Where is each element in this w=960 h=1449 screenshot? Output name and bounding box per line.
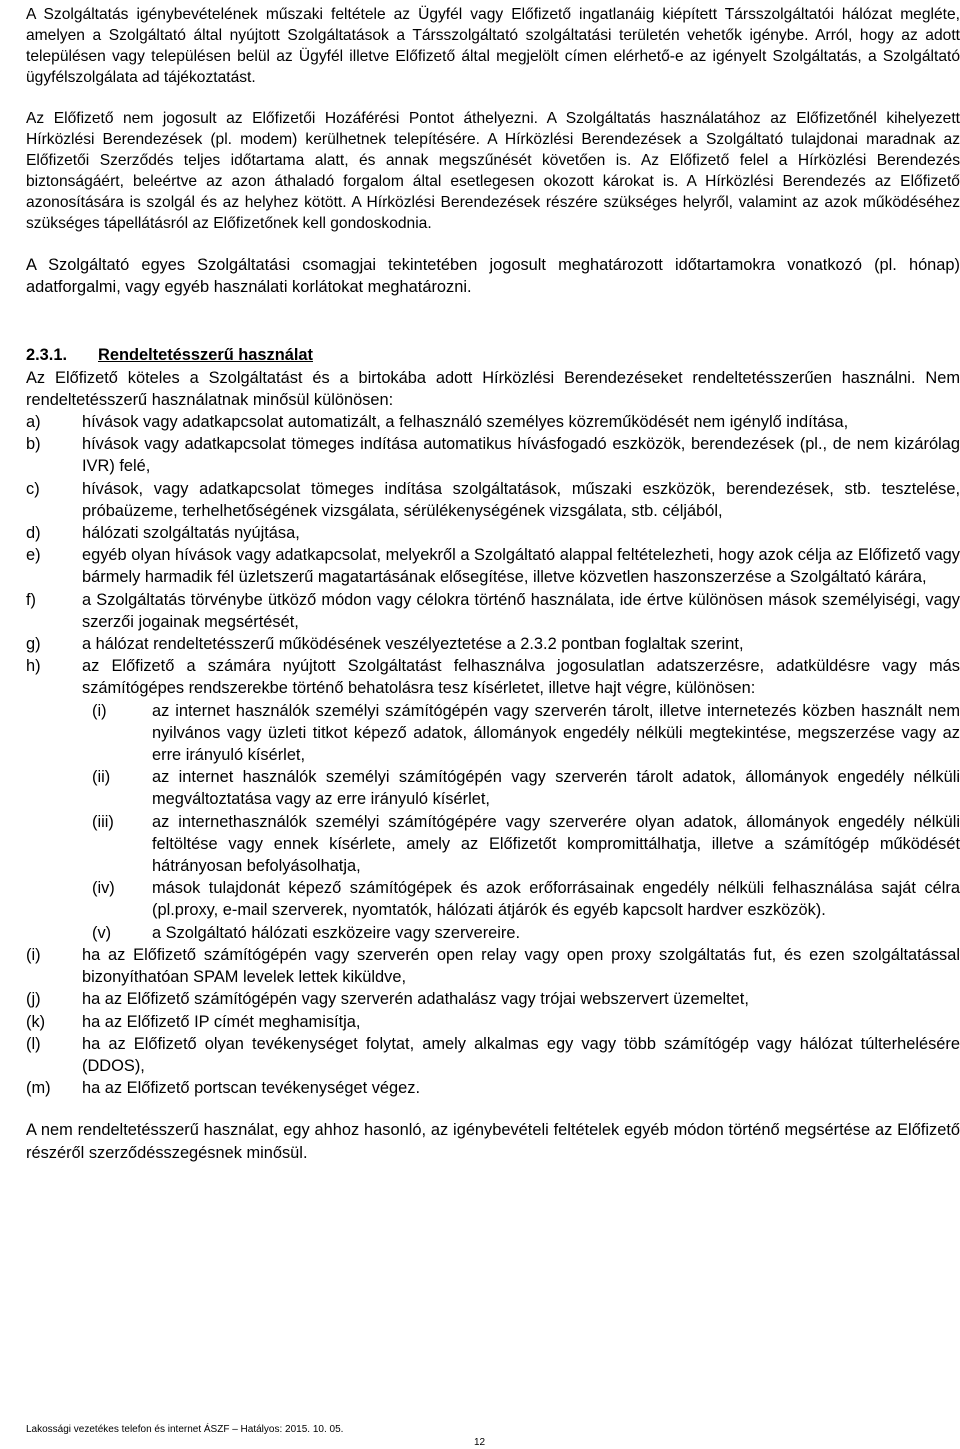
section-heading xyxy=(26,344,960,366)
list-item: b) hívások vagy adatkapcsolat tömeges indítása automatikus hívásfogadó eszközök, berendezések (pl., de nem kizárólag IVR) felé, xyxy=(26,435,960,476)
list-item: (l) ha az Előfizető olyan tevékenységet folytat, amely alkalmas egy vagy több számítógép vagy hálózat túlterhelésére (DDOS), xyxy=(26,1034,960,1075)
list-subitem: (iii) az internethasználók személyi számítógépére vagy szerverére olyan adatok, állományok engedély nélküli feltöltése vagy ennek kísérlete, amely az Előfizetőt kompromittálhatja, illetve a számítógép működését hátrányosan befolyásolhatja, xyxy=(92,812,960,876)
list-main-continued xyxy=(26,944,960,1099)
list-item: f) a Szolgáltatás törvénybe ütköző módon vagy célokra történő használata, ide értve különösen mások személyiségi, vagy szerzői jogainak megsértését, xyxy=(26,590,960,631)
section-number: 2.3.1. xyxy=(26,346,68,365)
list-subitem: (i) az internet használók személyi számítógépén vagy szerverén tárolt, illetve internetezés közben használt nem nyilvános vagy üzleti titkot képező adatok, állományok engedély nélküli megtekintése, megszerzése vagy az erre irányuló kísérlet, xyxy=(92,701,960,765)
document-page xyxy=(26,0,960,1448)
list-subitem: (ii) az internet használók személyi számítógépén vagy szerverén tárolt adatok, állományok engedély nélküli megváltoztatása vagy az erre irányuló kísérlet, xyxy=(92,768,960,809)
paragraph-breach: A nem rendeltetésszerű használat, egy ahhoz hasonló, az igénybevételi feltételek egyéb módon történő megsértése az Előfizető részéről szerződésszegésnek minősül. xyxy=(26,1121,960,1162)
list-item: (m) ha az Előfizető portscan tevékenységet végez. xyxy=(26,1079,421,1098)
list-subitem: (v) a Szolgáltató hálózati eszközeire vagy szervereire. xyxy=(92,923,521,942)
page-number: 12 xyxy=(474,1437,486,1448)
list-item: (j) ha az Előfizető számítógépén vagy szerverén adathalász vagy trójai webszervert üzemeltet, xyxy=(26,990,749,1009)
paragraph-equipment: Az Előfizető nem jogosult az Előfizetői Hozáférési Pontot áthelyezni. A Szolgáltatás használatához az Előfizetőnél kihelyezett Hírközlési Berendezések (pl. modem) kerülhetnek telepítésére. A Hírközlési Berendezések a Szolgáltató tulajdonai maradnak az Előfizetői Szerződés teljes időtartama alatt, és annak megszűnését követően is. Az Előfizető felel a Hírközlési Berendezés biztonságáért, beleértve az azon áthaladó forgalom által esetlegesen okozott károkat is. A Hírközlési Berendezés az Előfizető azonosítására is szolgál és az helyhez kötött. A Hírközlési Berendezések részére szükséges helyről, valamint az azok működéséhez szükséges tápellátásról az Előfizetőnek kell gondoskodnia. xyxy=(26,110,960,232)
list-item: a) hívások vagy adatkapcsolat automatizált, a felhasználó személyes közreműködését nem igénylő indítása, xyxy=(26,413,849,432)
list-sub xyxy=(26,700,960,944)
list-item: h) az Előfizető a számára nyújtott Szolgáltatást felhasználva jogosulatlan adatszerzésre, adatküldésre vagy más számítógépes rendszerekbe történő behatolásra tesz kísérletet, illetve hajt végre, különösen: xyxy=(26,657,960,698)
footer-text: Lakossági vezetékes telefon és internet ÁSZF – Hatályos: 2015. 10. 05. xyxy=(26,1424,344,1435)
list-item: e) egyéb olyan hívások vagy adatkapcsolat, melyekről a Szolgáltató alappal feltételezheti, hogy azok célja az Előfizető vagy bármely harmadik fél üzletszerű magatartásának elősegítése, illetve közvetlen haszonszerzése a Szolgáltató kárára, xyxy=(26,546,960,587)
section-title: Rendeltetésszerű használat xyxy=(98,346,313,365)
list-item: g) a hálózat rendeltetésszerű működésének veszélyeztetése a 2.3.2 pontban foglaltak szerint, xyxy=(26,635,744,654)
list-item: (k) ha az Előfizető IP címét meghamisítja, xyxy=(26,1012,361,1031)
paragraph-access-conditions: A Szolgáltatás igénybevételének műszaki feltétele az Ügyfél vagy Előfizető ingatlanáig kiépített Társszolgáltatói hálózat megléte, amelyen a Szolgáltató által nyújtott Szolgáltatások a Társszolgáltató szolgáltatási területén vehetők igénybe. Arról, hogy az adott településen vagy településen belül az Ügyfél illetve Előfizető által megjelölt címen elérhető-e az igényelt Szolgáltatás, a Szolgáltató ügyfélszolgálata ad tájékoztatást. xyxy=(26,6,960,86)
list-main xyxy=(26,411,960,700)
list-item: (i) ha az Előfizető számítógépén vagy szerverén open relay vagy open proxy szolgáltatás fut, és ezen szolgáltatással bizonyíthatóan SPAM levelek lettek kiküldve, xyxy=(26,945,960,987)
paragraph-intended-use: Az Előfizető köteles a Szolgáltatást és a birtokába adott Hírközlési Berendezéseket rendeltetésszerűen használni. Nem rendeltetésszerű használatnak minősül különösen: xyxy=(26,368,960,409)
list-item: d) hálózati szolgáltatás nyújtása, xyxy=(26,524,300,543)
paragraph-limits: A Szolgáltató egyes Szolgáltatási csomagjai tekintetében jogosult meghatározott időtartamokra vonatkozó (pl. hónap) adatforgalmi, vagy egyéb használati korlátokat meghatározni. xyxy=(26,256,960,297)
list-subitem: (iv) mások tulajdonát képező számítógépek és azok erőforrásainak engedély nélküli felhasználása saját célra (pl.proxy, e-mail szerverek, nyomtatók, hálózati átjárók és egyéb kapcsolt hardver eszközök). xyxy=(92,879,960,920)
list-item: c) hívások, vagy adatkapcsolat tömeges indítása szolgáltatások, műszaki eszközök, berendezések, stb. tesztelése, próbaüzeme, terhelhetőségének vizsgálata, sérülékenységének vizsgálata, stb. céljából, xyxy=(26,479,960,520)
